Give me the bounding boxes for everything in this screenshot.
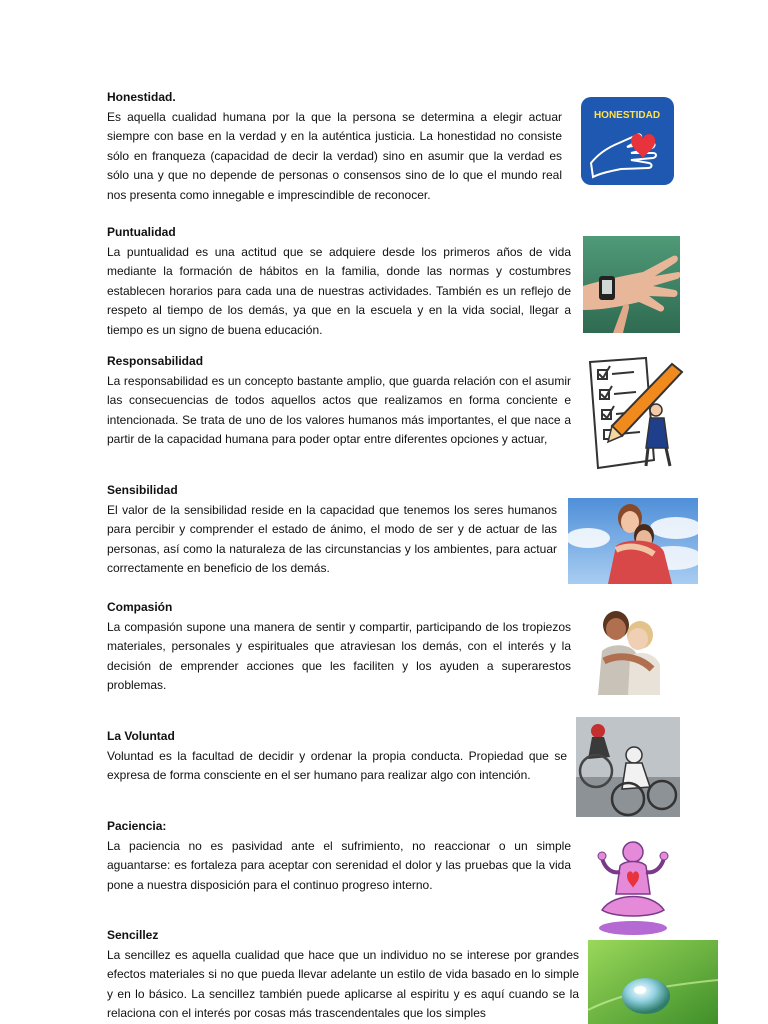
section-compasion xyxy=(107,598,571,696)
section-text: La puntualidad es una actitud que se adquiere desde los primeros años de vida mediante la formación de hábitos en la familia, donde las normas y costumbres establecen horarios para cada una de nuestras actividades. También es un reflejo de respeto al tiempo de los demás, ya que en la escuela y en la vida social, llegar a tiempo es un signo de buena educación. xyxy=(107,244,571,337)
section-text: El valor de la sensibilidad reside en la capacidad que tenemos los seres humanos para percibir y comprender el estado de ánimo, el modo de ser y de actuar de las personas, así como la naturaleza de las circunstancias y los ambientes, para actuar correctamente en beneficio de los demás. xyxy=(107,502,557,575)
section-title: Honestidad. xyxy=(107,90,176,104)
section-sencillez xyxy=(107,926,579,1024)
section-title: Sensibilidad xyxy=(107,483,178,497)
section-text: La responsabilidad es un concepto bastante amplio, que guarda relación con el asumir las consecuencias de todos aquellos actos que realizamos en forma conciente e intencionada. Se trata de uno de los valores humanos más importantes, el que nace a partir de la capacidad humana para poder optar entre diferentes opciones y actuar, xyxy=(107,373,571,446)
section-title: Compasión xyxy=(107,600,173,614)
section-responsabilidad xyxy=(107,352,571,450)
section-title: Puntualidad xyxy=(107,225,176,239)
sensibilidad-image xyxy=(568,498,698,584)
compasion-image xyxy=(590,605,662,695)
section-title: Paciencia: xyxy=(107,819,167,833)
honestidad-image xyxy=(581,97,674,185)
section-text: La compasión supone una manera de sentir y compartir, participando de los tropiezos materiales, personales y espirituales que atraviesan los demás, con el interés y la decisión de emprender acciones que les faciliten y los ayuden a superarestos problemas. xyxy=(107,619,571,692)
section-text: Es aquella cualidad humana por la que la persona se determina a elegir actuar siempre con base en la verdad y en la auténtica justicia. La honestidad no consiste sólo en franqueza (capacidad de decir la verdad) sino en asumir que la verdad es sólo una y que no depende de personas o consensos sino de lo que el mundo real nos presenta como innegable e imprescindible de reconocer. xyxy=(107,109,562,202)
puntualidad-image xyxy=(583,236,680,333)
section-honestidad xyxy=(107,88,562,205)
section-sensibilidad xyxy=(107,481,557,579)
section-text: La paciencia no es pasividad ante el sufrimiento, no reaccionar o un simple aguantarse: es fortaleza para aceptar con serenidad el dolor y las pruebas que la vida pone a nuestra disposición para el continuo progreso interno. xyxy=(107,838,571,892)
voluntad-image xyxy=(576,717,680,817)
section-text: La sencillez es aquella cualidad que hace que un individuo no se interese por grandes efectos materiales si no que pueda llevar adelante un estilo de vida basado en lo simple y en lo básico. La sencillez también puede aplicarse al espiritu y es aquí cuando se la relaciona con el interés por cosas más trascendentales que los simples xyxy=(107,947,579,1020)
paciencia-image xyxy=(594,838,672,936)
section-paciencia xyxy=(107,817,571,895)
section-title: Sencillez xyxy=(107,928,159,942)
section-title: Responsabilidad xyxy=(107,354,204,368)
section-voluntad xyxy=(107,727,567,786)
section-puntualidad xyxy=(107,223,571,340)
sencillez-image xyxy=(588,940,718,1024)
section-text: Voluntad es la facultad de decidir y ordenar la propia conducta. Propiedad que se expresa de forma consciente en el ser humano para realizar algo con intención. xyxy=(107,748,567,782)
section-title: La Voluntad xyxy=(107,729,175,743)
responsabilidad-image xyxy=(584,356,686,471)
honestidad-logo-text: HONESTIDAD xyxy=(593,110,661,121)
